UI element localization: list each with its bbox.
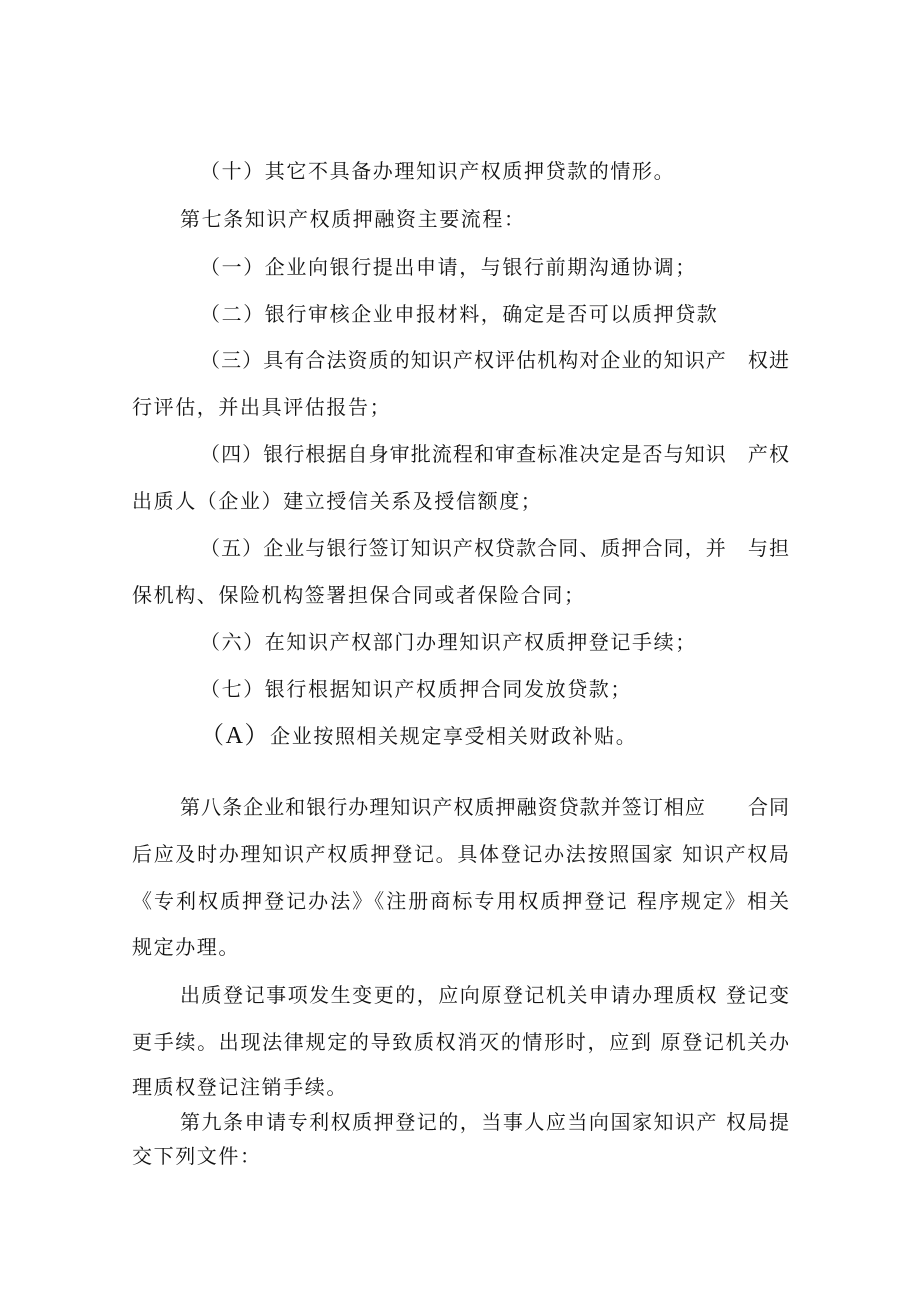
article-9-line-2: 交下列文件： (132, 1144, 262, 1168)
paragraph-item-2: （二）银行审核企业申报材料，确定是否可以质押贷款 (200, 302, 719, 326)
article-8-line-1: 第八条企业和银行办理知识产权质押融资贷款并签订相应 合同 (180, 795, 789, 819)
article-8-line-3: 《专利权质押登记办法》《注册商标专用权质押登记 程序规定》相关 (132, 889, 789, 913)
item-marker: （A） (200, 723, 271, 749)
paragraph-item-3-line-1: （三）具有合法资质的知识产权评估机构对企业的知识产 权进 (200, 348, 789, 372)
paragraph-item-1: （一）企业向银行提出申请，与银行前期沟通协调； (200, 255, 697, 279)
paragraph-item-5-line-2: 保机构、保险机构签署担保合同或者保险合同； (132, 583, 586, 607)
change-registration-line-2: 更手续。出现法律规定的导致质权消灭的情形时，应到 原登记机关办 (132, 1030, 789, 1054)
article-8-line-2: 后应及时办理知识产权质押登记。具体登记办法按照国家 知识产权局 (132, 842, 789, 866)
item-text: 企业按照相关规定享受相关财政补贴。 (270, 724, 638, 748)
article-8-line-4: 规定办理。 (132, 935, 240, 959)
article-9-line-1: 第九条申请专利权质押登记的，当事人应当向国家知识产 权局提 (180, 1110, 789, 1134)
paragraph-item-3-line-2: 行评估，并出具评估报告； (132, 395, 392, 419)
paragraph-item-10: （十）其它不具备办理知识产权质押贷款的情形。 (200, 159, 676, 183)
paragraph-item-4-line-1: （四）银行根据自身审批流程和审查标准决定是否与知识 产权 (200, 442, 789, 466)
paragraph-item-4-line-2: 出质人（企业）建立授信关系及授信额度； (132, 489, 543, 513)
paragraph-item-5-line-1: （五）企业与银行签订知识产权贷款合同、质押合同，并 与担 (200, 536, 789, 560)
paragraph-item-7: （七）银行根据知识产权质押合同发放贷款； (200, 677, 632, 701)
paragraph-item-8 (200, 724, 637, 748)
change-registration-line-1: 出质登记事项发生变更的，应向原登记机关申请办理质权 登记变 (180, 983, 789, 1007)
article-7-heading: 第七条知识产权质押融资主要流程： (180, 207, 526, 231)
change-registration-line-3: 理质权登记注销手续。 (132, 1075, 348, 1099)
paragraph-item-6: （六）在知识产权部门办理知识产权质押登记手续； (200, 630, 697, 654)
